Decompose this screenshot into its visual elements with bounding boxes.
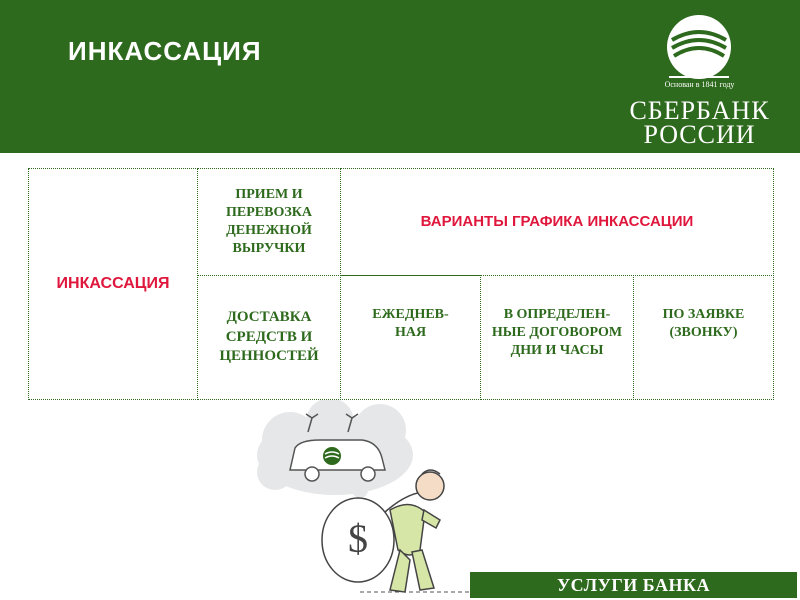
svg-text:$: $	[348, 516, 368, 561]
collection-table	[28, 168, 774, 400]
option-daily: ЕЖЕДНЕВ-НАЯ	[340, 275, 481, 400]
option-on-request: ПО ЗАЯВКЕ (ЗВОНКУ)	[633, 275, 774, 400]
money-courier-illustration	[240, 400, 485, 600]
logo-divider	[669, 76, 729, 78]
page-title: ИНКАССАЦИЯ	[68, 36, 262, 66]
header-bar	[0, 0, 800, 153]
cell-cash-transport: ПРИЕМ И ПЕРЕВОЗКА ДЕНЕЖНОЙ ВЫРУЧКИ	[197, 168, 341, 276]
sberbank-logo-icon	[664, 14, 734, 84]
cell-delivery: ДОСТАВКА СРЕДСТВ И ЦЕННОСТЕЙ	[197, 275, 341, 400]
bank-services-banner: УСЛУГИ БАНКА	[469, 571, 798, 599]
logo-name-line1: СБЕРБАНК	[629, 96, 770, 125]
logo-founded: Основан в 1841 году	[664, 80, 735, 89]
row-header-collection: ИНКАССАЦИЯ	[28, 168, 198, 400]
schedule-header: ВАРИАНТЫ ГРАФИКА ИНКАССАЦИИ	[340, 168, 774, 276]
sberbank-logo	[612, 14, 787, 150]
logo-name-line2: РОССИИ	[643, 120, 756, 149]
option-contract-days: В ОПРЕДЕЛЕН-НЫЕ ДОГОВОРОМ ДНИ И ЧАСЫ	[480, 275, 634, 400]
